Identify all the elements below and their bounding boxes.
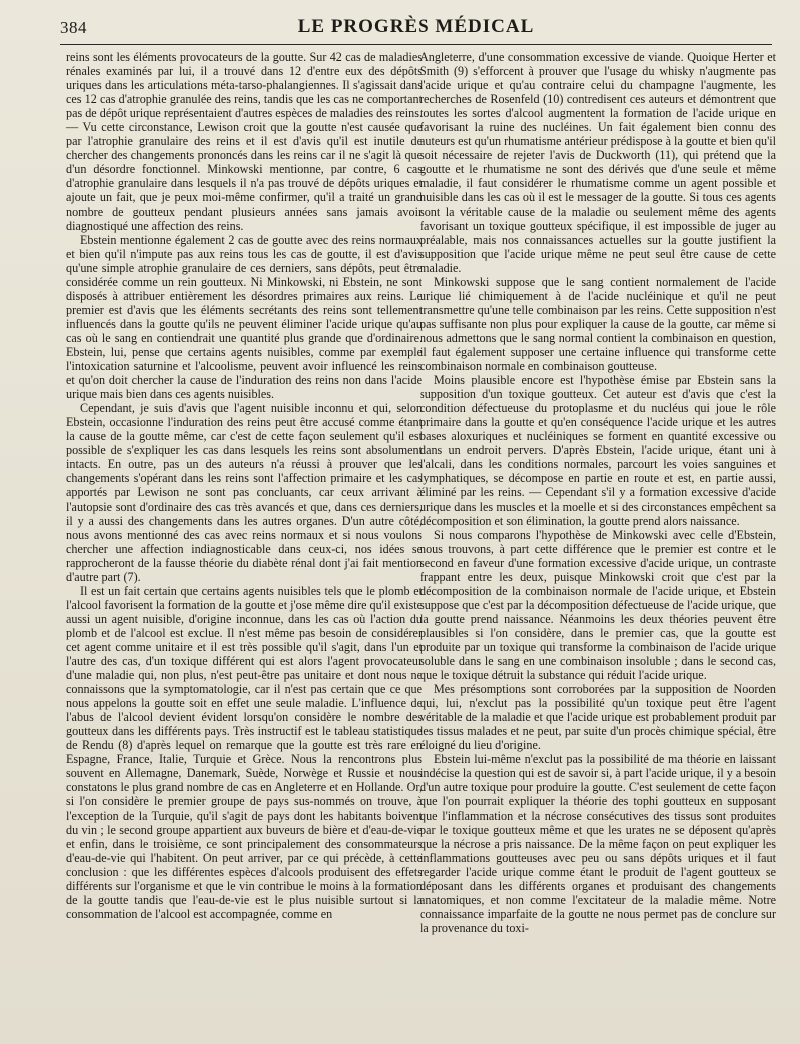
paragraph: Mes présomptions sont corroborées par la supposition de Noorden qui, lui, n'exclut pas la possibilité qu'un toxique peut être l'agent véritable de la maladie et que l'acide urique est probablement produit par les tissus malades et ne peut, par suite d'un procès chimique spécial, être éloigné du lieu d'origine. [420, 682, 776, 753]
paragraph: Moins plausible encore est l'hypothèse émise par Ebstein sans la supposition d'un toxique goutteux. Cet auteur est d'avis que c'est la condition défectueuse du protoplasme et du nucléus qui joue le rôle primaire dans la goutte et qu'en conséquence l'acide urique et les autres bases aloxuriques et nucléiniques se forment en quantité excessive ou dans un endroit pervers. D'après Ebstein, l'acide urique, étant uni à l'alcali, dans les conditions normales, parcourt les voies sanguines et lymphatiques, se décompose en partie en route et est, en partie aussi, éliminé par les reins. — Cependant s'il y a formation excessive d'acide urique dans les muscles et la moelle et si des circonstances empêchent sa décomposition et son élimination, la goutte prend alors naissance. [420, 373, 776, 528]
paragraph: Angleterre, d'une consommation excessive de viande. Quoique Herter et Smith (9) s'efforcent à prouver que l'usage du whisky n'augmente pas l'acide urique et qu'au contraire celui du champagne l'augmente, les recherches de Rosenfeld (10) contredisent ces auteurs et démontrent que toutes les sortes d'alcool augmentent la formation de l'acide urique en favorisant la ruine des nucléines. Un fait également bien connu des auteurs est qu'un rhumatisme antérieur prédispose à la goutte et bien qu'il soit nécessaire de rejeter l'avis de Duckworth (11), qui prétend que la goutte et le rhumatisme ne sont des dérivés que d'une seule et même maladie, il faut considérer le rhumatisme comme un agent possible et nuisible dans les cas où il est le messager de la goutte. Si tous ces agents sont la véritable cause de la maladie ou seulement même des agents favorisant un toxique goutteux spécifique, il est impossible de juger au préalable, mais nos connaissances actuelles sur la goutte justifient la supposition que l'acide urique même ne peut seul être cause de cette maladie. [420, 50, 777, 275]
right-column [420, 50, 776, 935]
paragraph: Si nous comparons l'hypothèse de Minkowski avec celle d'Ebstein, nous trouvons, à part cette différence que le premier est contre et le second en faveur d'une formation excessive d'acide urique, un contraste frappant entre les deux, puisque Minkowski croit que c'est par la décomposition de la combinaison normale de l'acide urique, et Ebstein suppose que c'est par la décomposition défectueuse de l'acide urique, que la goutte prend naissance. Néanmoins les deux théories peuvent être plausibles si l'on considère, dans le premier cas, que la goutte est produite par un toxique qui transforme la combinaison de l'acide urique soluble dans le sang en une combinaison insoluble ; dans le second cas, que le toxique détruit la substance qui réduit l'acide urique. [420, 527, 776, 683]
paragraph: Ebstein lui-même n'exclut pas la possibilité de ma théorie en laissant indécise la question qui est de savoir si, à part l'acide urique, il y a besoin d'un autre toxique pour produire la goutte. C'est seulement de cette façon que l'on pourrait expliquer la théorie des tophi goutteux en supposant que l'inflammation et la nécrose consécutives des tissus sont produites par le toxique goutteux même et que les urates ne se déposent qu'après que la nécrose a pris naissance. De la même façon on peut expliquer les inflammations goutteuses avec peu ou sans dépôts uriques et il faut regarder l'acide urique comme étant le produit de l'agent goutteux se déposant dans les différents organes et produisant des changements anatomiques, et non comme l'excitateur de la maladie même. Notre connaissance imparfaite de la goutte ne nous permet pas de conclure sur la provenance du toxi- [420, 752, 776, 935]
paragraph: reins sont les éléments provocateurs de la goutte. Sur 42 cas de maladies rénales examinés par lui, il a trouvé dans 12 d'entre eux des dépôts uriques dans les articulations méta-tarso-phalangiennes. Il s'agissait dans ces 12 cas d'atrophie granulée des reins, tandis que les cas ne comportant pas de dépôt urique représentaient d'autres espèces de maladies des reins. — Vu cette circonstance, Lewison croit que la goutte n'est causée que par l'atrophie granulaire des reins et il est d'avis qu'il est inutile de chercher des changements prononcés dans les reins car il ne s'agit là que d'un désordre fonctionnel. Minkowski mentionne, par contre, 6 cas d'atrophie granulaire dans lesquels il n'a pas trouvé de dépôts uriques et ajoute un fait, que je peux moi-même confirmer, qu'il a traité un grand nombre de goutteux pendant plusieurs années sans jamais avoir diagnostiqué une affection des reins. [66, 50, 422, 233]
running-title: LE PROGRÈS MÉDICAL [297, 16, 535, 37]
page-number: 384 [60, 18, 87, 37]
paragraph: Cependant, je suis d'avis que l'agent nuisible inconnu et qui, selon Ebstein, occasionne l'induration des reins peut être accusé comme étant la cause de la goutte même, car c'est de cette façon seulement qu'il est possible de s'expliquer les cas dans lesquels les reins sont absolument intacts. En outre, pas un des auteurs n'a réussi à prouver que les changements s'opérant dans les reins sont l'affection primaire et les cas apportés par Lewison ne sont pas concluants, car ceux arrivant à l'autopsie sont d'ordinaire des cas très avancés et que, dans ces derniers, il y a aussi des changements dans les autres organes. D'un autre côté, nous avons mentionné des cas avec reins normaux et si nous voulons chercher une affection indiagnosticable dans ceux-ci, nos idées se rapprocheront de la fausse théorie du diabète rénal dont j'ai fait mention d'autre part (7). [66, 401, 422, 584]
paragraph: Ebstein mentionne également 2 cas de goutte avec des reins normaux et bien qu'il n'impute pas aux reins tous les cas de goutte, il est d'avis qu'une simple atrophie granulaire de ces derniers, sans dépôts, peut être considérée comme un rein goutteux. Ni Minkowski, ni Ebstein, ne sont disposés à attribuer entièrement les désordres primaires aux reins. Le premier est d'avis que les éléments secrétants des reins sont tellement influencés dans la goutte qu'ils ne peuvent éliminer l'acide urique qu'au cas où le sang en contiendrait une quantité plus grande que d'ordinaire. Ebstein, lui, pense que certains agents nuisibles, comme par exemple l'intoxication saturnine et l'alcoolisme, peuvent avoir influencé les reins et qu'on doit chercher la cause de l'induration des reins non dans l'acide urique mais bien dans ces agents nuisibles. [66, 232, 422, 402]
left-column [66, 50, 422, 921]
paragraph: Minkowski suppose que le sang contient normalement de l'acide urique lié chimiquement à de l'acide nucléinique et qu'il ne peut transmettre qu'une telle combinaison par les reins. Cette supposition n'est pas suffisante non plus pour expliquer la cause de la goutte, car même si nous admettons que le sang normal contient la combinaison en question, il faut également supposer une certaine influence qui transforme cette combinaison normale en combinaison goutteuse. [420, 274, 776, 374]
paragraph: Il est un fait certain que certains agents nuisibles tels que le plomb et l'alcool favorisent la formation de la goutte et j'ose même dire qu'il existe aussi un agent nuisible, d'origine inconnue, dans les cas où l'action du plomb et de l'alcool est exclue. Il n'est même pas besoin de considérer cet agent comme unitaire et il est très possible qu'il s'agit, dans l'un et l'autre des cas, d'un toxique différent qui est alors l'agent provocateur d'une maladie qui, non plus, n'est peut-être pas unitaire et dont nous ne connaissons que la symptomatologie, car il n'est pas certain que ce que nous appelons la goutte soit en effet une seule maladie. L'influence de l'abus de l'alcool devient évident lorsqu'on considère le nombre des goutteux dans les différents pays. Très instructif est le tableau statistique de Rendu (8) d'après lequel on remarque que la goutte est très rare en Espagne, France, Italie, Turquie et Grèce. Nous la rencontrons plus souvent en Allemagne, Danemark, Suède, Norwège et Russie et nous constatons le plus grand nombre de cas en Angleterre et en Hollande. Or, si l'on considère le premier groupe de pays sus-nommés on trouve, à l'exception de la Turquie, qu'il s'agit de pays dont les habitants boivent du vin ; le second groupe appartient aux buveurs de bière et d'eau-de-vie et enfin, dans le troisième, ce sont principalement des consommateurs d'eau-de-vie qui l'habitent. On peut arriver, par ce qui précède, à cette conclusion : que les différentes espèces d'alcools produisent des effets différents sur l'organisme et que le vin contribue le moins à la formation de la goutte tandis que l'eau-de-vie est le plus nuisible surtout si la consommation de l'alcool est accompagnée, comme en [66, 583, 422, 921]
page-header [60, 10, 772, 45]
